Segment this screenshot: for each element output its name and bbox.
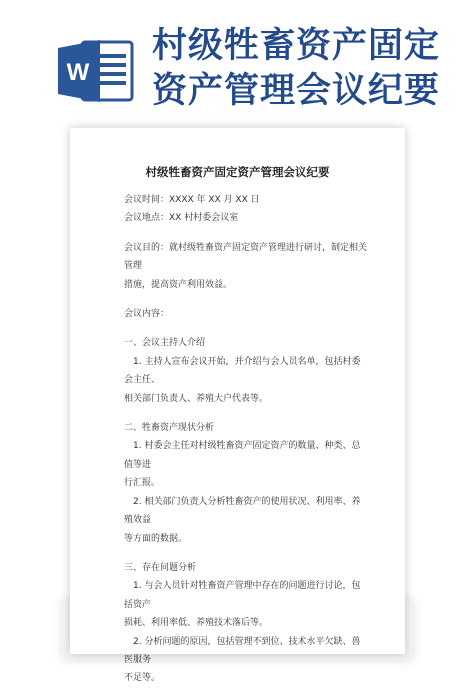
- banner-title-line-1: 村级牲畜资产固定: [152, 26, 441, 66]
- word-icon: [58, 38, 134, 104]
- section-1-item-1-line-1: 1. 主持人宣布会议开始，并介绍与会人员名单，包括村委会主任、: [124, 356, 361, 386]
- banner-title: [152, 24, 468, 114]
- header-banner: [0, 0, 474, 128]
- document-title: 村级牲畜资产固定资产管理会议纪要: [145, 165, 330, 179]
- section-3-item-2-line-2: 不足等。: [124, 673, 161, 684]
- banner-title-line-2: 资产管理会议纪要: [152, 71, 441, 111]
- purpose-line-1: 会议目的：就村级牲畜资产固定资产管理进行研讨，制定相关管理: [124, 242, 368, 272]
- section-3-item-2-line-1: 2. 分析问题的原因，包括管理不到位、技术水平欠缺、兽医服务: [124, 636, 361, 665]
- purpose-line-2: 措施，提高资产利用效益。: [124, 279, 233, 290]
- meeting-time: 会议时间：XXXX 年 XX 月 XX 日: [124, 195, 260, 205]
- section-3-item-1-line-1: 1. 与会人员针对牲畜资产管理中存在的问题进行讨论，包括资产: [124, 581, 361, 610]
- svg-text:W: W: [66, 59, 90, 86]
- section-1-item-1-line-2: 相关部门负责人、养殖大户代表等。: [124, 393, 269, 404]
- section-2-item-2-line-2: 等方面的数据。: [124, 533, 188, 544]
- content-heading: 会议内容：: [124, 309, 170, 320]
- section-3-item-1-line-2: 损耗、利用率低、养殖技术落后等。: [124, 618, 269, 629]
- section-2-heading: 二、牲畜资产现状分析: [124, 423, 215, 434]
- meeting-place: 会议地点：XX 村村委会议室: [124, 213, 239, 224]
- document-body: [124, 191, 369, 688]
- section-2-item-2-line-1: 2. 相关部门负责人分析牲畜资产的使用状况、利用率、养殖效益: [124, 496, 361, 526]
- section-2-item-1-line-1: 1. 村委会主任对村级牲畜资产固定资产的数量、种类、总值等进: [124, 441, 361, 470]
- document-page: [70, 128, 405, 684]
- section-2-item-1-line-2: 行汇报。: [124, 478, 161, 489]
- section-1-heading: 一、会议主持人介绍: [124, 338, 206, 349]
- section-3-heading: 三、存在问题分析: [124, 562, 197, 573]
